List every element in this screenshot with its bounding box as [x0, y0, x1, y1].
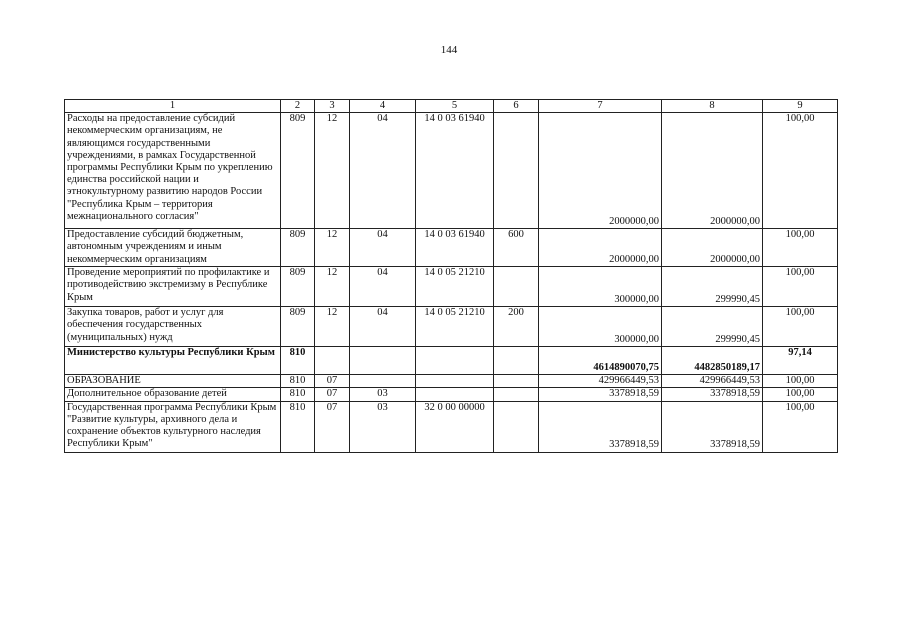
table-row [65, 388, 838, 401]
section-code: 12 [315, 307, 350, 347]
section-code: 12 [315, 229, 350, 267]
section-code: 07 [315, 375, 350, 388]
subsection-code: 04 [350, 113, 416, 229]
header-cell: 7 [539, 100, 662, 113]
table-row [65, 113, 838, 229]
header-cell: 4 [350, 100, 416, 113]
expense-name: Закупка товаров, работ и услуг для обеспечения государственных (муниципальных) нужд [65, 307, 281, 347]
expense-name: Расходы на предоставление субсидий некоммерческим организациям, не являющимся государственными учреждениями, в рамках Государственной программы Республики Крым по укреплению единства российской нации и этнокультурному развитию народов России "Республика Крым – территория межнационального согласия" [65, 113, 281, 229]
planned-amount: 300000,00 [539, 307, 662, 347]
subsection-code [350, 347, 416, 375]
executed-amount: 3378918,59 [662, 388, 763, 401]
ministry-code: 810 [281, 375, 315, 388]
planned-amount: 300000,00 [539, 267, 662, 307]
expense-type-code [494, 375, 539, 388]
expense-name: Государственная программа Республики Крым "Развитие культуры, архивного дела и сохранение объектов культурного наследия Республики Крым" [65, 401, 281, 452]
execution-percent: 100,00 [763, 267, 838, 307]
table-row [65, 347, 838, 375]
table-row [65, 401, 838, 452]
ministry-code: 810 [281, 388, 315, 401]
section-code: 07 [315, 401, 350, 452]
ministry-code: 809 [281, 113, 315, 229]
expense-type-code [494, 401, 539, 452]
target-article-code: 32 0 00 00000 [416, 401, 494, 452]
execution-percent: 100,00 [763, 401, 838, 452]
execution-percent: 100,00 [763, 388, 838, 401]
expense-type-code [494, 347, 539, 375]
header-cell: 5 [416, 100, 494, 113]
page-number: 144 [440, 44, 458, 56]
target-article-code [416, 347, 494, 375]
executed-amount: 3378918,59 [662, 401, 763, 452]
subsection-code: 03 [350, 401, 416, 452]
ministry-code: 809 [281, 229, 315, 267]
target-article-code [416, 388, 494, 401]
header-cell: 6 [494, 100, 539, 113]
ministry-code: 809 [281, 267, 315, 307]
target-article-code: 14 0 03 61940 [416, 229, 494, 267]
ministry-code: 810 [281, 401, 315, 452]
table-row [65, 375, 838, 388]
planned-amount: 4614890070,75 [539, 347, 662, 375]
expense-name: ОБРАЗОВАНИЕ [65, 375, 281, 388]
section-code: 12 [315, 113, 350, 229]
expense-type-code [494, 388, 539, 401]
section-code: 12 [315, 267, 350, 307]
subsection-code [350, 375, 416, 388]
execution-percent: 100,00 [763, 229, 838, 267]
execution-percent: 100,00 [763, 375, 838, 388]
executed-amount: 2000000,00 [662, 113, 763, 229]
expense-name: Проведение мероприятий по профилактике и противодействию экстремизму в Республике Крым [65, 267, 281, 307]
target-article-code: 14 0 03 61940 [416, 113, 494, 229]
executed-amount: 299990,45 [662, 267, 763, 307]
expense-type-code [494, 267, 539, 307]
section-code [315, 347, 350, 375]
ministry-code: 809 [281, 307, 315, 347]
planned-amount: 429966449,53 [539, 375, 662, 388]
header-cell: 2 [281, 100, 315, 113]
ministry-code: 810 [281, 347, 315, 375]
header-cell: 8 [662, 100, 763, 113]
executed-amount: 299990,45 [662, 307, 763, 347]
planned-amount: 2000000,00 [539, 113, 662, 229]
table-row [65, 307, 838, 347]
execution-percent: 100,00 [763, 113, 838, 229]
expense-name: Предоставление субсидий бюджетным, автономным учреждениям и иным некоммерческим организациям [65, 229, 281, 267]
expense-type-code: 200 [494, 307, 539, 347]
header-cell: 9 [763, 100, 838, 113]
executed-amount: 2000000,00 [662, 229, 763, 267]
execution-percent: 100,00 [763, 307, 838, 347]
expense-type-code: 600 [494, 229, 539, 267]
planned-amount: 2000000,00 [539, 229, 662, 267]
table-row [65, 267, 838, 307]
section-code: 07 [315, 388, 350, 401]
header-cell: 1 [65, 100, 281, 113]
target-article-code: 14 0 05 21210 [416, 307, 494, 347]
executed-amount: 4482850189,17 [662, 347, 763, 375]
header-cell: 3 [315, 100, 350, 113]
target-article-code [416, 375, 494, 388]
target-article-code: 14 0 05 21210 [416, 267, 494, 307]
planned-amount: 3378918,59 [539, 401, 662, 452]
executed-amount: 429966449,53 [662, 375, 763, 388]
budget-table [64, 99, 838, 453]
planned-amount: 3378918,59 [539, 388, 662, 401]
table-row [65, 229, 838, 267]
subsection-code: 04 [350, 267, 416, 307]
header-row [65, 100, 838, 113]
subsection-code: 04 [350, 229, 416, 267]
expense-type-code [494, 113, 539, 229]
subsection-code: 03 [350, 388, 416, 401]
subsection-code: 04 [350, 307, 416, 347]
expense-name: Дополнительное образование детей [65, 388, 281, 401]
ministry-name: Министерство культуры Республики Крым [65, 347, 281, 375]
execution-percent: 97,14 [763, 347, 838, 375]
